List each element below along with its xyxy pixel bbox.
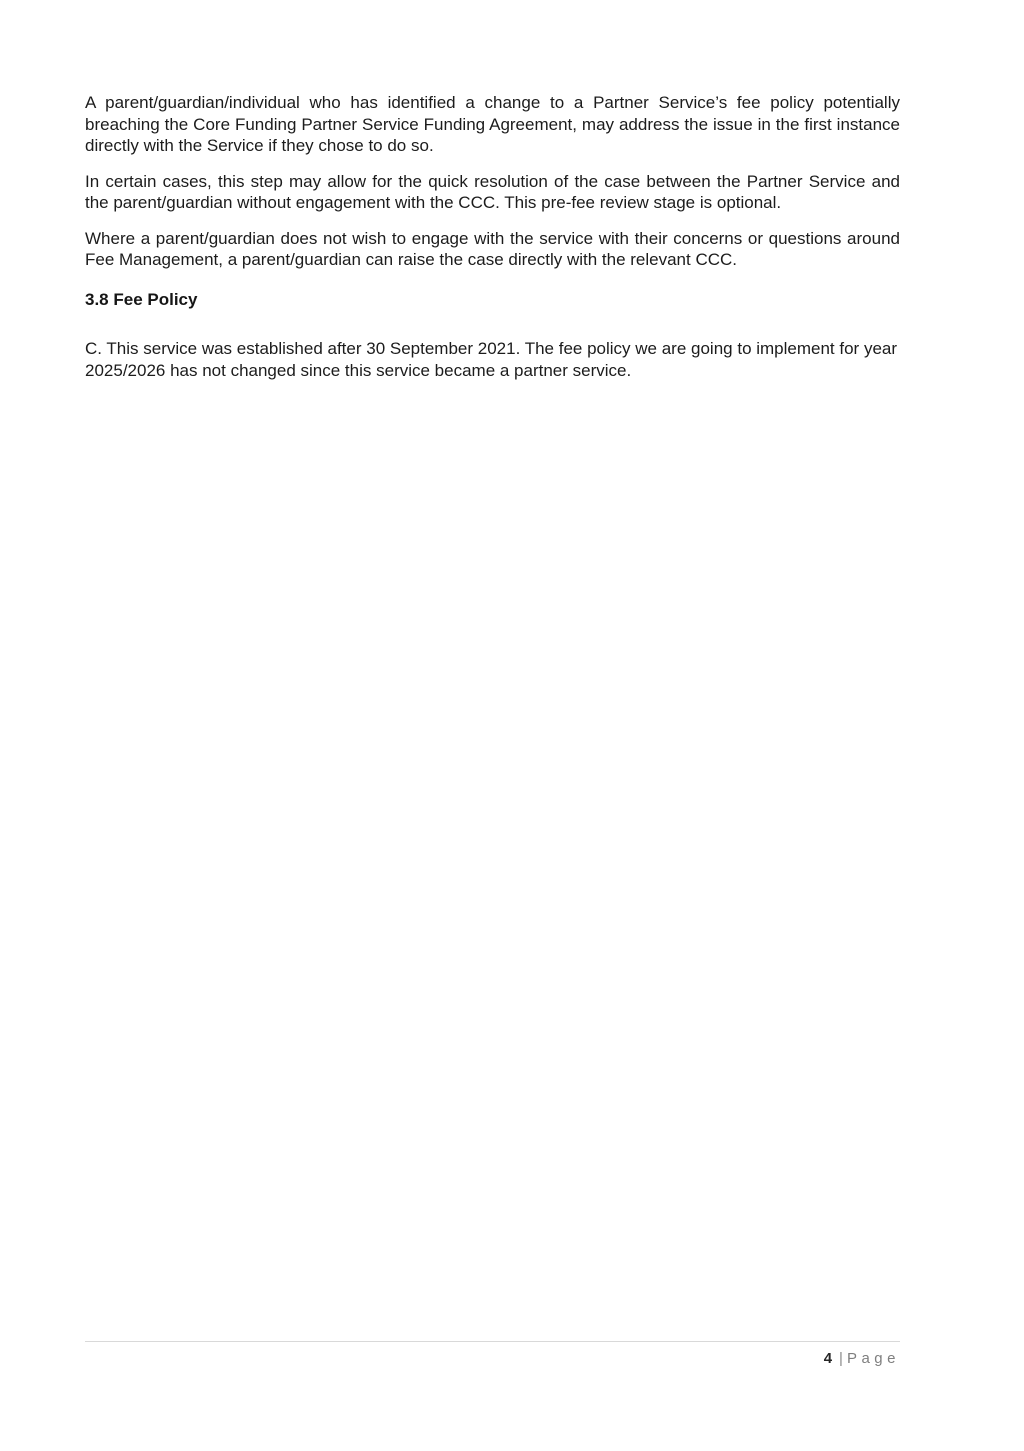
footer-page-label: Page bbox=[846, 1350, 900, 1367]
paragraph-raise-with-ccc: Where a parent/guardian does not wish to engage with the service with their concerns or questions around Fee Management, a parent/guardian can raise the case directly with the relevant CCC. bbox=[85, 228, 900, 269]
paragraph-quick-resolution: In certain cases, this step may allow for the quick resolution of the case between the Partner Service and the parent/guardian without engagement with the CCC. This pre-fee review stage is optional. bbox=[85, 171, 900, 212]
page-footer bbox=[85, 1341, 900, 1369]
paragraph-fee-policy-change: A parent/guardian/individual who has identified a change to a Partner Service’s fee policy potentially breaching the Core Funding Partner Service Funding Agreement, may address the issue in the first instance directly with the Service if they chose to do so. bbox=[85, 93, 900, 155]
document-body bbox=[85, 92, 900, 395]
paragraph-service-established: C. This service was established after 30 September 2021. The fee policy we are going to implement for year 2025/2026 has not changed since this service became a partner service. bbox=[85, 339, 898, 380]
footer-page-number: 4 bbox=[823, 1350, 834, 1367]
footer-separator: | bbox=[839, 1350, 843, 1367]
section-heading-fee-policy: 3.8 Fee Policy bbox=[85, 289, 198, 309]
